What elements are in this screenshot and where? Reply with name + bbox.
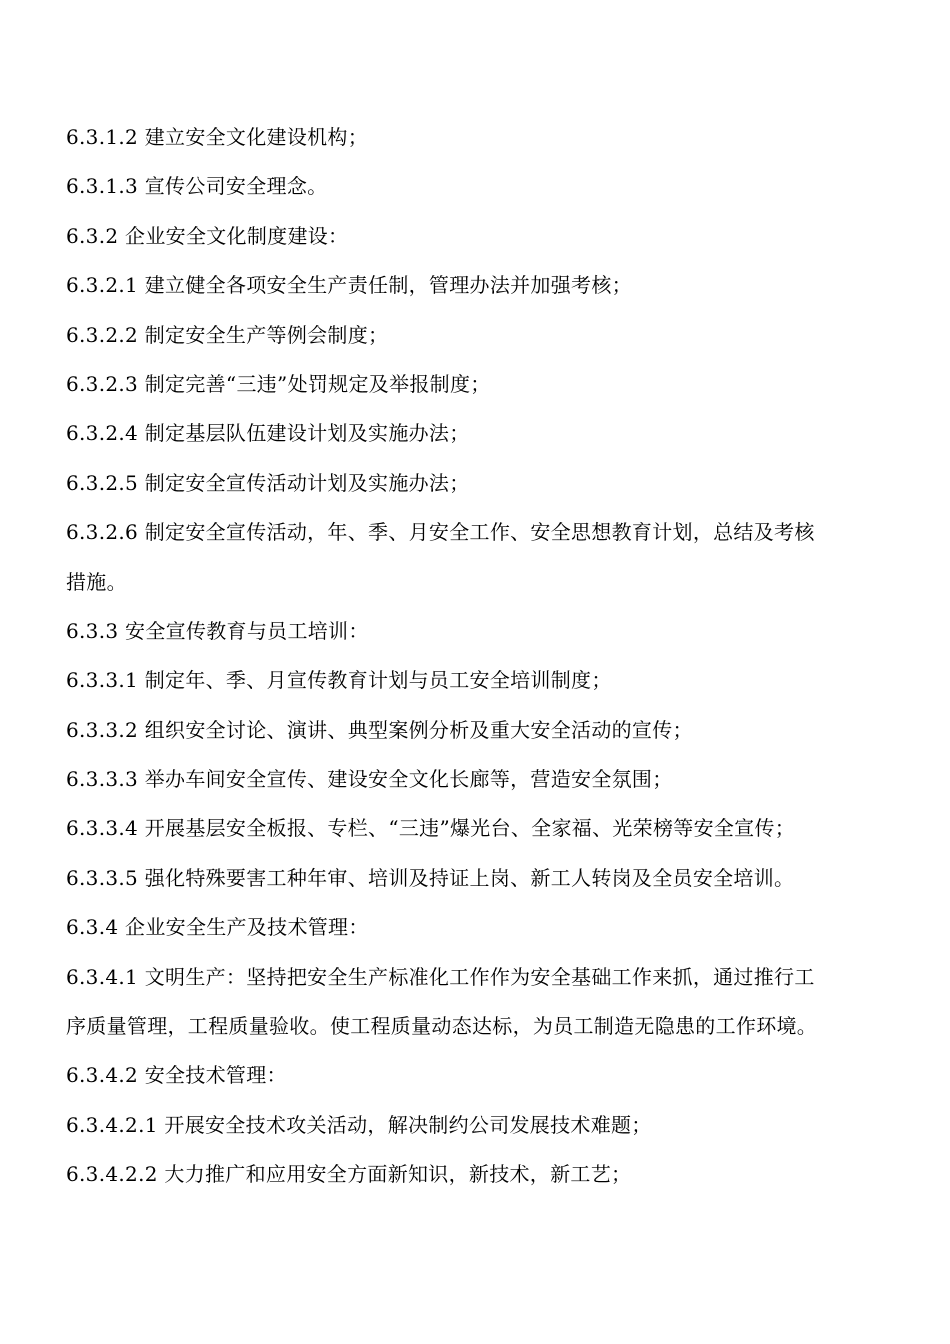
paragraph-line: 6.3.3.5 强化特殊要害工种年审、培训及持证上岗、新工人转岗及全员安全培训。 — [66, 865, 795, 890]
paragraph-line: 6.3.1.3 宣传公司安全理念。 — [66, 174, 328, 199]
paragraph-line: 6.3.3.1 制定年、季、月宣传教育计划与员工安全培训制度； — [66, 668, 612, 693]
section-heading: 6.3.2 企业安全文化制度建设： — [66, 223, 349, 248]
section-heading: 6.3.3 安全宣传教育与员工培训： — [66, 618, 369, 643]
section-heading: 6.3.4 企业安全生产及技术管理： — [66, 915, 369, 940]
paragraph-line: 6.3.4.1 文明生产：坚持把安全生产标准化工作作为安全基础工作来抓，通过推行工 — [66, 964, 815, 989]
paragraph-line: 6.3.2.5 制定安全宣传活动计划及实施办法； — [66, 470, 470, 495]
paragraph-line: 6.3.2.1 建立健全各项安全生产责任制，管理办法并加强考核； — [66, 273, 632, 298]
paragraph-line: 6.3.4.2.1 开展安全技术攻关活动，解决制约公司发展技术难题； — [66, 1112, 652, 1137]
paragraph-line: 6.3.2.4 制定基层队伍建设计划及实施办法； — [66, 421, 470, 446]
paragraph-line-continuation: 措施。 — [66, 569, 127, 594]
paragraph-line: 6.3.1.2 建立安全文化建设机构； — [66, 125, 369, 149]
paragraph-line: 6.3.3.4 开展基层安全板报、专栏、“三违”爆光台、全家福、光荣榜等安全宣传； — [66, 816, 796, 841]
paragraph-line: 6.3.2.2 制定安全生产等例会制度； — [66, 322, 389, 347]
paragraph-line: 6.3.2.6 制定安全宣传活动，年、季、月安全工作、安全思想教育计划，总结及考核 — [66, 520, 815, 545]
paragraph-line: 6.3.4.2.2 大力推广和应用安全方面新知识，新技术，新工艺； — [66, 1162, 632, 1187]
paragraph-line: 6.3.3.2 组织安全讨论、演讲、典型案例分析及重大安全活动的宣传； — [66, 717, 693, 742]
paragraph-line-continuation: 序质量管理，工程质量验收。使工程质量动态达标，为员工制造无隐患的工作环境。 — [66, 1014, 818, 1039]
paragraph-line: 6.3.3.3 举办车间安全宣传、建设安全文化长廊等，营造安全氛围； — [66, 767, 673, 792]
document-body — [66, 113, 886, 1200]
subsection-heading: 6.3.4.2 安全技术管理： — [66, 1063, 287, 1088]
paragraph-line: 6.3.2.3 制定完善“三违”处罚规定及举报制度； — [66, 371, 491, 396]
